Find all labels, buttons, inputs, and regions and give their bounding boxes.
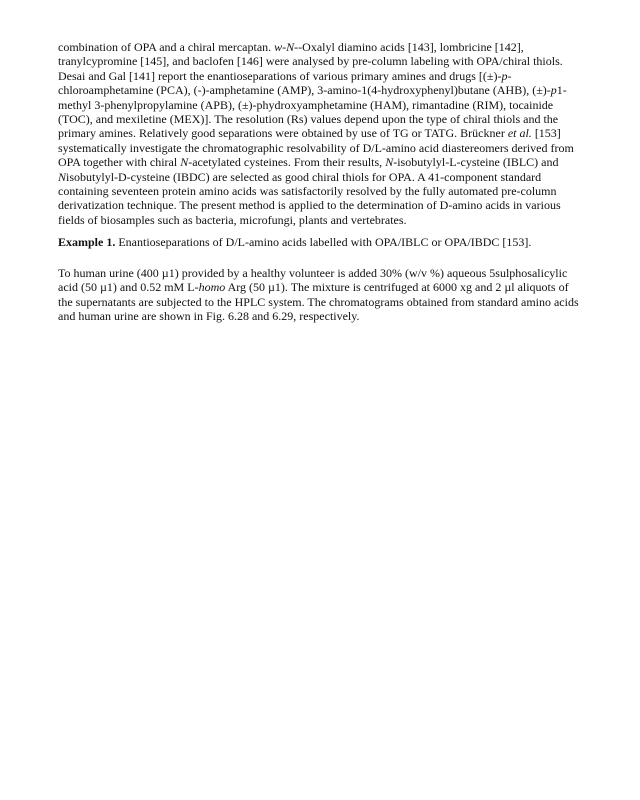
italic-run: homo [198, 280, 226, 295]
text-run: -acetylated cysteines. From their results, [188, 155, 386, 170]
text-run: 1-methyl 3-phenylpropylamine (APB), (±)-phydroxyamphetamine (HAM), rimantadine (RIM), tocainide (TOC), and mexiletine (MEX)]. The resolution (Rs) values depend upon the type of chiral thiols and the primary amines. Relatively good separations were obtained by use of TG or TATG. Brückner [58, 83, 567, 141]
italic-run: w-N- [274, 40, 299, 54]
document-page [58, 40, 582, 323]
italic-run: p [501, 68, 508, 83]
body-paragraph-2 [58, 266, 582, 324]
italic-run: N [385, 155, 394, 170]
example-label: Example 1. [58, 235, 116, 250]
body-paragraph-1 [58, 40, 582, 227]
example-heading [58, 235, 582, 249]
italic-run: et al. [507, 126, 532, 141]
text-run: To human urine (400 µ1) provided by a healthy volunteer is added 30% (w/v %) aqueous 5sulphosalicylic acid (50 µ1) and 0.52 mM L- [58, 265, 568, 295]
italic-run: N [180, 155, 189, 170]
text-run: isobutylyl-D-cysteine (IBDC) are selected as good chiral thiols for OPA. A 41-component standard containing seventeen protein amino acids was satisfactorily resolved by the fully automated pre-column derivatization technique. The present method is applied to the determination of D-amino acids in various fields of biosamples such as bacteria, microfungi, plants and vertebrates. [58, 169, 561, 227]
example-title: Enantioseparations of D/L-amino acids labelled with OPA/IBLC or OPA/IBDC [153]. [115, 235, 532, 250]
text-run: [153] systematically investigate the chromatographic resolvability of D/L-amino acid diastereomers derived from OPA together with chiral [58, 126, 574, 170]
text-run: combination of OPA and a chiral mercaptan. [58, 40, 275, 54]
italic-run: p [550, 83, 557, 98]
text-run: -isobutylyl-L-cysteine (IBLC) and [393, 155, 559, 170]
text-run: -Oxalyl diamino acids [143], lombricine [142], tranylcypromine [145], and baclofen [146] were analysed by pre-column labeling with OPA/chiral thiols. Desai and Gal [141] report the enantioseparations of various primary amines and drugs [(±)- [58, 40, 563, 83]
text-run: Arg (50 µ1). The mixture is centrifuged at 6000 xg and 2 µl aliquots of the supernatants are subjected to the HPLC system. The chromatograms obtained from standard amino acids and human urine are shown in Fig. 6.28 and 6.29, respectively. [58, 280, 579, 323]
italic-run: N [58, 169, 67, 184]
text-run: -chloroamphetamine (PCA), (-)-amphetamine (AMP), 3-amino-1(4-hydroxyphenyl)butane (AHB), (±)- [58, 68, 551, 98]
